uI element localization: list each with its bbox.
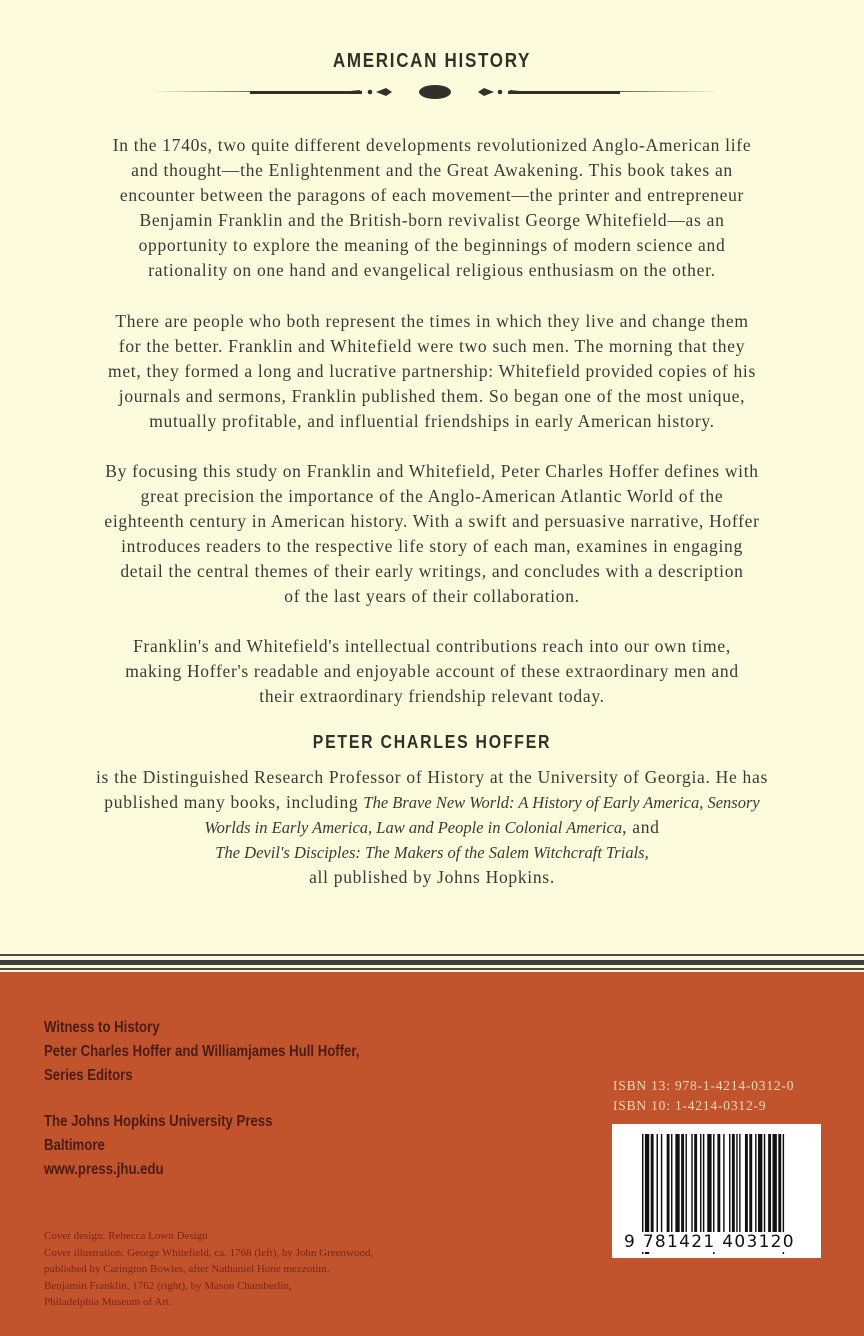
paragraph-line: detail the central themes of their early writings, and concludes with a description — [120, 561, 744, 581]
barcode-bar — [729, 1134, 730, 1234]
barcode-bar — [717, 1134, 720, 1234]
bio-line: published many books, including The Brave New World: A History of Early America, Sensory — [104, 792, 760, 812]
paragraph-line: journals and sermons, Franklin published them. So began one of the most unique, — [118, 386, 746, 406]
paragraph-line: mutually profitable, and influential friendships in early American history. — [149, 411, 715, 431]
paragraph-line: their extraordinary friendship relevant today. — [259, 686, 605, 706]
barcode-bar — [694, 1134, 697, 1234]
barcode-bar — [667, 1134, 670, 1234]
barcode-bar — [739, 1134, 740, 1234]
barcode-bar — [773, 1134, 777, 1234]
description-paragraph-4 — [40, 634, 824, 709]
description-paragraph-3 — [40, 459, 824, 609]
cover-credits — [44, 1228, 373, 1311]
description-paragraph-2 — [40, 309, 824, 434]
isbn-block — [613, 1076, 794, 1116]
paragraph-line: making Hoffer's readable and enjoyable account of these extraordinary men and — [125, 661, 739, 681]
credit-line: Philadelphia Museum of Art. — [44, 1296, 172, 1308]
divider-rules — [0, 954, 864, 972]
barcode-bar — [686, 1134, 687, 1234]
credit-line: Cover illustration: George Whitefield, ca. 1768 (left), by John Greenwood, — [44, 1246, 374, 1259]
paragraph-line: eighteenth century in American history. With a swift and persuasive narrative, Hoffer — [104, 511, 760, 531]
barcode-bar — [723, 1134, 724, 1234]
barcode-bar — [661, 1134, 662, 1234]
barcode-bar — [651, 1134, 654, 1234]
paragraph-line: great precision the importance of the Anglo-American Atlantic World of the — [140, 486, 724, 506]
series-title: Witness to History — [44, 1019, 160, 1036]
paragraph-line: In the 1740s, two quite different developments revolutionized Anglo-American life — [112, 135, 752, 155]
barcode-bar — [745, 1134, 748, 1234]
ornament-divider — [150, 80, 720, 104]
publisher-info — [44, 1110, 272, 1182]
barcode-bar — [778, 1134, 781, 1234]
category-heading: AMERICAN HISTORY — [332, 50, 532, 72]
barcode-bar — [675, 1134, 679, 1234]
barcode-bar — [671, 1134, 672, 1234]
bio-line: Worlds in Early America, Law and People in Colonial America, and — [204, 817, 660, 837]
book-title: The Devil's Disciples: The Makers of the Salem Witchcraft Trials, — [215, 843, 649, 862]
paragraph-line: Franklin's and Whitefield's intellectual contributions reach into our own time, — [133, 636, 731, 656]
series-editors-label: Series Editors — [44, 1067, 133, 1084]
barcode-bar — [764, 1134, 765, 1234]
series-editors: Peter Charles Hoffer and Williamjames Hull Hoffer, — [44, 1043, 360, 1060]
description-paragraph-1 — [40, 133, 824, 283]
bio-line: is the Distinguished Research Professor of History at the University of Georgia. He has — [96, 767, 768, 787]
book-title: The Brave New World: A History of Early America, Sensory — [363, 793, 760, 812]
book-title: Worlds in Early America, Law and People in Colonial America — [204, 818, 623, 837]
barcode-bar — [749, 1134, 752, 1234]
barcode-bar — [736, 1134, 737, 1234]
barcode-bar — [755, 1134, 756, 1234]
paragraph-line: of the last years of their collaboration. — [284, 586, 580, 606]
series-info — [44, 1016, 359, 1088]
barcode-digits: 9 781421 403120 — [624, 1232, 795, 1252]
paragraph-line: encounter between the paragons of each movement—the printer and entrepreneur — [119, 185, 745, 205]
paragraph-line: By focusing this study on Franklin and Whitefield, Peter Charles Hoffer defines with — [105, 461, 759, 481]
paragraph-line: introduces readers to the respective life story of each man, examines in engaging — [121, 536, 743, 556]
publisher-url: www.press.jhu.edu — [44, 1161, 164, 1178]
barcode-bar — [768, 1134, 771, 1234]
paragraph-line: opportunity to explore the meaning of the beginnings of modern science and — [138, 235, 726, 255]
isbn-13: ISBN 13: 978-1-4214-0312-0 — [613, 1078, 795, 1093]
author-bio — [40, 765, 824, 890]
paragraph-line: met, they formed a long and lucrative partnership: Whitefield provided copies of his — [108, 361, 756, 381]
credit-line: published by Carington Bowles, after Nathaniel Hone mezzotint. — [44, 1263, 330, 1275]
paragraph-line: and thought—the Enlightenment and the Great Awakening. This book takes an — [131, 160, 733, 180]
barcode-bar — [691, 1134, 692, 1234]
author-name: PETER CHARLES HOFFER — [312, 732, 552, 752]
barcode-bar — [700, 1134, 701, 1234]
paragraph-line: for the better. Franklin and Whitefield were two such men. The morning that they — [118, 336, 746, 356]
credit-line: Benjamin Franklin, 1762 (right), by Mason Chamberlin, — [44, 1279, 292, 1292]
bio-line: all published by Johns Hopkins. — [309, 867, 555, 887]
barcode-bar — [707, 1134, 711, 1234]
barcode — [612, 1124, 821, 1258]
isbn-10: ISBN 10: 1-4214-0312-9 — [613, 1098, 767, 1113]
paragraph-line: rationality on one hand and evangelical religious enthusiasm on the other. — [148, 260, 716, 280]
paragraph-line: There are people who both represent the times in which they live and change them — [115, 311, 749, 331]
barcode-bar — [732, 1134, 735, 1234]
barcode-bar — [681, 1134, 684, 1234]
barcode-bar — [758, 1134, 762, 1234]
barcode-bar — [703, 1134, 704, 1234]
barcode-bar — [657, 1134, 658, 1234]
publisher-city: Baltimore — [44, 1137, 105, 1154]
paragraph-line: Benjamin Franklin and the British-born revivalist George Whitefield—as an — [139, 210, 725, 230]
publisher-name: The Johns Hopkins University Press — [44, 1113, 273, 1130]
credit-line: Cover design: Rebecca Lown Design — [44, 1230, 208, 1242]
